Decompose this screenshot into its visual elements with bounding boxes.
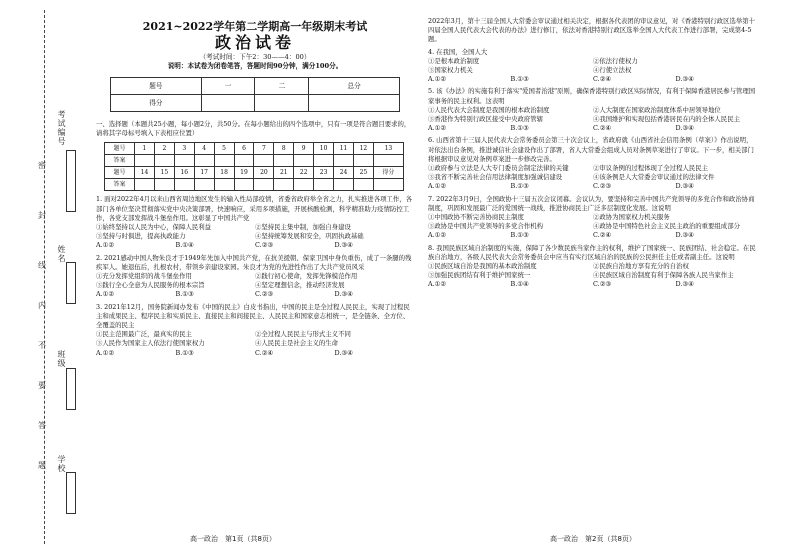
answer-choice[interactable]: B.①③	[510, 75, 529, 84]
school-box[interactable]	[66, 472, 76, 514]
seal-mark: 线	[38, 261, 46, 270]
answer-choices	[96, 241, 414, 250]
question-stem: 7. 2022年3月9日，全国政协十三届五次会议闭幕。会议认为，要坚持和完善中国共产党领导的多党合作和政治协商制度，巩固和发展最广泛的爱国统一战线，推进协商民主广泛多层制度化发展。这说明	[428, 194, 755, 212]
left-questions	[96, 195, 414, 357]
score-cell: 二	[255, 78, 309, 95]
question	[428, 17, 758, 45]
option-statement: ④政协是中国特色社会主义民主政治的重要组成部分	[593, 222, 740, 231]
option-statement: ①充分发挥党组织的战斗堡垒作用	[96, 272, 192, 281]
question-stem: 2. 2021感动中国人物朱良才于1949年先加入中国共产党，在抗美援朝、保家卫国中身负重伤，成了一条腿的残疾军人。她退伍后，扎根农村，带领乡亲建设家园。朱良才为党的先进性作出了大共产党员风采	[96, 253, 412, 271]
answer-label: 得分	[373, 167, 403, 179]
answer-choices	[428, 124, 758, 133]
option-statement: ①中国政协不断完善协商民主制度	[428, 213, 524, 222]
answer-label: 4	[194, 143, 214, 155]
answer-label: 21	[274, 167, 294, 179]
class-box[interactable]	[66, 368, 76, 410]
answer-cell[interactable]	[254, 155, 274, 167]
class-label: 班级	[57, 350, 66, 368]
answer-choice[interactable]: A.①②	[96, 290, 115, 299]
question-stem: 8. 我国民族区域自治制度的实施，保障了各少数民族当家作主的权利，维护了国家统一、民族团结、社会稳定。在民族自治地方，各级人民代表大会常务委员会中应当有实行区域自治的民族的公民担任主任或者副主任。这说明	[428, 243, 756, 261]
answer-label: 23	[314, 167, 334, 179]
exam-time: （考试时间：下午2：30——4：00）	[199, 53, 311, 62]
option-statement: ④行使立法权	[593, 66, 632, 75]
option-statement: ②政协为国家权力机关服务	[593, 213, 670, 222]
answer-label: 9	[294, 143, 314, 155]
score-input[interactable]	[201, 95, 255, 112]
option-statement: ③人民作为国家主人依法行使国家权力	[96, 339, 205, 348]
answer-label: 3	[174, 143, 194, 155]
answer-cell[interactable]	[154, 155, 174, 167]
question	[428, 195, 758, 241]
answer-cell[interactable]	[314, 155, 334, 167]
question-stem: 2022年3月，第十三届全国人大常委会审议通过相关决定，根据各代表团的审议意见，对《香港特别行政区选举第十四届全国人民代表大会代表的办法》进行修订，依法对香港特别行政区选举全国人大代表工作进行部署，完成第4-5题。	[428, 17, 756, 44]
answer-cell[interactable]	[135, 179, 155, 191]
answer-choice[interactable]: D.③④	[675, 280, 694, 289]
answer-label: 8	[274, 143, 294, 155]
option-statement: ③我省不断完善社会信用法律制度加强诚信建设	[428, 173, 563, 182]
answer-label: 答案	[105, 155, 135, 167]
answer-choice[interactable]: C.②④	[255, 348, 274, 357]
answer-cell[interactable]	[373, 179, 403, 191]
answer-cell[interactable]	[174, 179, 194, 191]
seal-mark: 封	[38, 211, 46, 220]
answer-choices	[428, 75, 758, 84]
question-stem: 4. 在我国，全国人大	[428, 47, 488, 56]
option-statement: ②践行初心使命，发挥先锋模范作用	[255, 272, 358, 281]
score-input[interactable]	[309, 95, 400, 112]
answer-choice[interactable]: B.①④	[510, 280, 529, 289]
option-statement: ②依法行使权力	[593, 56, 638, 65]
answer-choices	[428, 280, 758, 289]
answer-cell[interactable]	[194, 155, 214, 167]
answer-row	[105, 167, 404, 179]
score-cell: 总分	[309, 78, 400, 95]
footer-left: 高一政治 第1页（共8页）	[190, 535, 276, 543]
score-cell: 一	[201, 78, 255, 95]
answer-cell[interactable]	[373, 155, 403, 167]
question-options	[96, 223, 414, 241]
question-options	[428, 213, 758, 231]
answer-label: 17	[194, 167, 214, 179]
answer-row	[105, 143, 404, 155]
score-cell: 得分	[111, 95, 202, 112]
option-statement: ①政府参与立法是人大专门委员会制定法律的关键	[428, 164, 569, 173]
answer-label: 13	[373, 143, 403, 155]
exam-title: 2021~2022学年第二学期高一年级期末考试	[142, 20, 368, 33]
question-options	[428, 106, 758, 124]
question-stem: 3. 2021年12月，国务院新闻办发布《中国的民主》白皮书指出，中国的民主是全过程人民民主，实现了过程民主和成果民主、程序民主和实质民主、直接民主和间接民主、人民民主和国家意志相统一，是全链条、全方位、全覆盖的民主	[96, 302, 410, 330]
question	[96, 303, 414, 358]
answer-label: 18	[214, 167, 234, 179]
answer-cell[interactable]	[194, 179, 214, 191]
answer-label: 20	[254, 167, 274, 179]
seal-mark: 不	[38, 341, 46, 350]
answer-grid	[104, 142, 404, 191]
answer-choice[interactable]: C.②④	[593, 231, 612, 240]
answer-label: 6	[234, 143, 254, 155]
answer-choice[interactable]: B.①③	[175, 348, 194, 357]
left-column	[96, 14, 414, 358]
answer-cell[interactable]	[254, 179, 274, 191]
answer-cell[interactable]	[214, 155, 234, 167]
answer-row	[105, 155, 404, 167]
answer-cell[interactable]	[214, 179, 234, 191]
answer-cell[interactable]	[234, 155, 254, 167]
answer-choice[interactable]: D.③④	[334, 290, 353, 299]
answer-choices	[428, 231, 758, 240]
answer-cell[interactable]	[353, 155, 373, 167]
answer-row	[105, 179, 404, 191]
answer-choice[interactable]: A.①②	[428, 280, 447, 289]
answer-cell[interactable]	[274, 179, 294, 191]
option-statement: ①民主范围最广泛，最真实的民主	[96, 330, 192, 339]
option-statement: ③加强民族团结有利于维护国家统一	[428, 271, 531, 280]
option-statement: ③坚持与时俱进，提高执政能力	[96, 232, 186, 241]
answer-label: 22	[294, 167, 314, 179]
answer-label: 19	[234, 167, 254, 179]
option-statement: ④坚持统筹发展和安全，巩固执政基础	[255, 232, 364, 241]
option-statement: ④该条例是人大常委会审议通过的法律文件	[593, 173, 715, 182]
answer-cell[interactable]	[334, 179, 354, 191]
answer-choice[interactable]: A.①②	[96, 241, 115, 250]
answer-choices	[96, 290, 414, 299]
answer-label: 10	[314, 143, 334, 155]
option-statement: ③香港作为特别行政区接受中央政府管辖	[428, 115, 544, 124]
question-options	[428, 262, 758, 280]
option-statement: ①人民代表大会制度是我国的根本政治制度	[428, 105, 550, 114]
answer-label: 5	[214, 143, 234, 155]
answer-cell[interactable]	[154, 179, 174, 191]
answer-choice[interactable]: D.③④	[675, 182, 694, 191]
question-options	[428, 57, 758, 75]
question-stem: 6. 山西省第十三届人民代表大会常务委员会第三十次会议上，省政府就《山西省社会信用条例（草案）》作出说明，对依法出台条例，推进诚信社会建设作出了部署，省人大常委会组成人员对条例草案进行了审议。下一步，相关部门将根据审议意见对条例草案进一步修改完善。	[428, 136, 754, 163]
answer-choice[interactable]: B.①③	[510, 124, 529, 133]
seal-mark: 内	[38, 301, 46, 310]
answer-choice[interactable]: D.③④	[334, 348, 353, 357]
answer-choice[interactable]: A.①②	[428, 231, 447, 240]
answer-choice[interactable]: A.①②	[428, 75, 447, 84]
answer-choice[interactable]: A.①②	[96, 348, 115, 357]
score-input[interactable]	[255, 95, 309, 112]
answer-label: 题号	[105, 143, 135, 155]
answer-choice[interactable]: A.①②	[428, 182, 447, 191]
answer-choice[interactable]: C.②③	[255, 241, 274, 250]
right-questions	[428, 17, 758, 290]
footer-right: 高一政治 第2页（共8页）	[550, 535, 636, 543]
answer-label: 答案	[105, 179, 135, 191]
answer-choices	[96, 349, 414, 358]
option-statement: ④人民民主是社会主义的生命	[255, 339, 339, 348]
answer-choice[interactable]: D.③④	[334, 241, 353, 250]
answer-choice[interactable]: C.②④	[593, 75, 612, 84]
section-title: 一、选择题（本题共25小题，每小题2分，共50分。在每小题给出的四个选项中，只有一项是符合题目要求的，请将其字母标号填入下表相应位置）	[96, 120, 411, 138]
answer-label: 16	[174, 167, 194, 179]
answer-choice[interactable]: D.③④	[675, 231, 694, 240]
answer-cell[interactable]	[174, 155, 194, 167]
question	[428, 244, 758, 290]
seal-mark: 要	[38, 381, 46, 390]
answer-choice[interactable]: B.①③	[175, 290, 194, 299]
answer-choice[interactable]: D.③④	[675, 124, 694, 133]
answer-label: 1	[135, 143, 155, 155]
answer-label: 15	[154, 167, 174, 179]
answer-label: 12	[353, 143, 373, 155]
option-statement: ①是根本政治制度	[428, 56, 480, 65]
option-statement: ④我国维护和实现包括香港居民在内的全体人民民主	[593, 115, 740, 124]
question	[428, 48, 758, 85]
question	[96, 254, 414, 300]
answer-choice[interactable]: C.②③	[593, 182, 612, 191]
answer-label: 7	[254, 143, 274, 155]
question	[428, 136, 758, 191]
answer-cell[interactable]	[334, 155, 354, 167]
answer-choice[interactable]: C.②④	[593, 124, 612, 133]
answer-choice[interactable]: C.②③	[255, 290, 274, 299]
option-statement: ④坚定理想信念，推动经济发展	[255, 281, 345, 290]
name-label: 姓名	[57, 245, 66, 263]
answer-label: 24	[334, 167, 354, 179]
seal-mark: 答	[38, 421, 46, 430]
subject-title: 政治试卷	[214, 33, 295, 53]
option-statement: ③国家权力机关	[428, 66, 473, 75]
question	[428, 87, 758, 133]
answer-cell[interactable]	[294, 179, 314, 191]
seal-mark: 题	[38, 461, 46, 470]
answer-choice[interactable]: A.①②	[428, 124, 447, 133]
answer-cell[interactable]	[294, 155, 314, 167]
name-box[interactable]	[66, 262, 76, 304]
question-options	[96, 330, 414, 348]
answer-label: 题号	[105, 167, 135, 179]
option-statement: ②坚持民主集中制，加强自身建设	[255, 223, 351, 232]
question	[96, 195, 414, 250]
answer-label: 11	[334, 143, 354, 155]
option-statement: ②民族自治地方享有充分的自治权	[593, 262, 689, 271]
option-statement: ②审议条例的过程体现了全过程人民民主	[593, 164, 709, 173]
answer-choice[interactable]: C.②③	[593, 280, 612, 289]
seal-mark: 密	[38, 161, 46, 170]
option-statement: ②全过程人民民主与形式主义不同	[255, 330, 351, 339]
answer-choice[interactable]: D.③④	[675, 75, 694, 84]
score-cell: 题号	[111, 78, 202, 95]
answer-choice[interactable]: B.①③	[510, 231, 529, 240]
answer-cell[interactable]	[234, 179, 254, 191]
option-statement: ②人大制度在国家政治制度体系中居领导地位	[593, 105, 721, 114]
answer-choice[interactable]: B.①③	[510, 182, 529, 191]
answer-cell[interactable]	[135, 155, 155, 167]
question-stem: 1. 面对2022年4月以来山西省周边地区发生的输入性局部疫情，省委省政府举全省之力，扎实推进各项工作，各部门各单位坚决贯彻落实党中央决策部署，快速响应，采用多项措施，开展核酸检测，科学精准助力疫情防控工作，各党支部发挥战斗堡垒作用。这彰显了中国共产党	[96, 195, 413, 222]
question-stem: 5. 该《办法》的实施有利于落实"爱国者治港"原则，确保香港特别行政区实际情况，有利于保障香港居民参与管理国家事务的民主权利。这表明	[428, 87, 756, 105]
question-options	[96, 272, 414, 290]
exam-no-label: 考试编号	[57, 110, 66, 146]
option-statement: ③政协是中国共产党领导的多党合作机构	[428, 222, 544, 231]
answer-choices	[428, 182, 758, 191]
exam-no-box[interactable]	[66, 150, 76, 212]
question-options	[428, 164, 758, 182]
score-table	[110, 77, 400, 112]
answer-cell[interactable]	[353, 179, 373, 191]
school-label: 学校	[57, 455, 66, 473]
answer-cell[interactable]	[314, 179, 334, 191]
option-statement: ③践行全心全意为人民服务的根本宗旨	[96, 281, 205, 290]
answer-label: 14	[135, 167, 155, 179]
answer-label: 2	[154, 143, 174, 155]
option-statement: ①始终坚持以人民为中心，保障人民利益	[96, 223, 212, 232]
option-statement: ①民族区域自治是我国的基本政治制度	[428, 262, 537, 271]
answer-cell[interactable]	[274, 155, 294, 167]
right-column	[428, 14, 758, 290]
option-statement: ④民族区域自治制度有利于保障各族人民当家作主	[593, 271, 734, 280]
exam-note: 说明：本试卷为闭卷笔答，答题时间90分钟，满分100分。	[167, 62, 343, 71]
answer-label: 25	[353, 167, 373, 179]
binding-strip	[0, 0, 80, 554]
answer-choice[interactable]: B.①④	[175, 241, 194, 250]
